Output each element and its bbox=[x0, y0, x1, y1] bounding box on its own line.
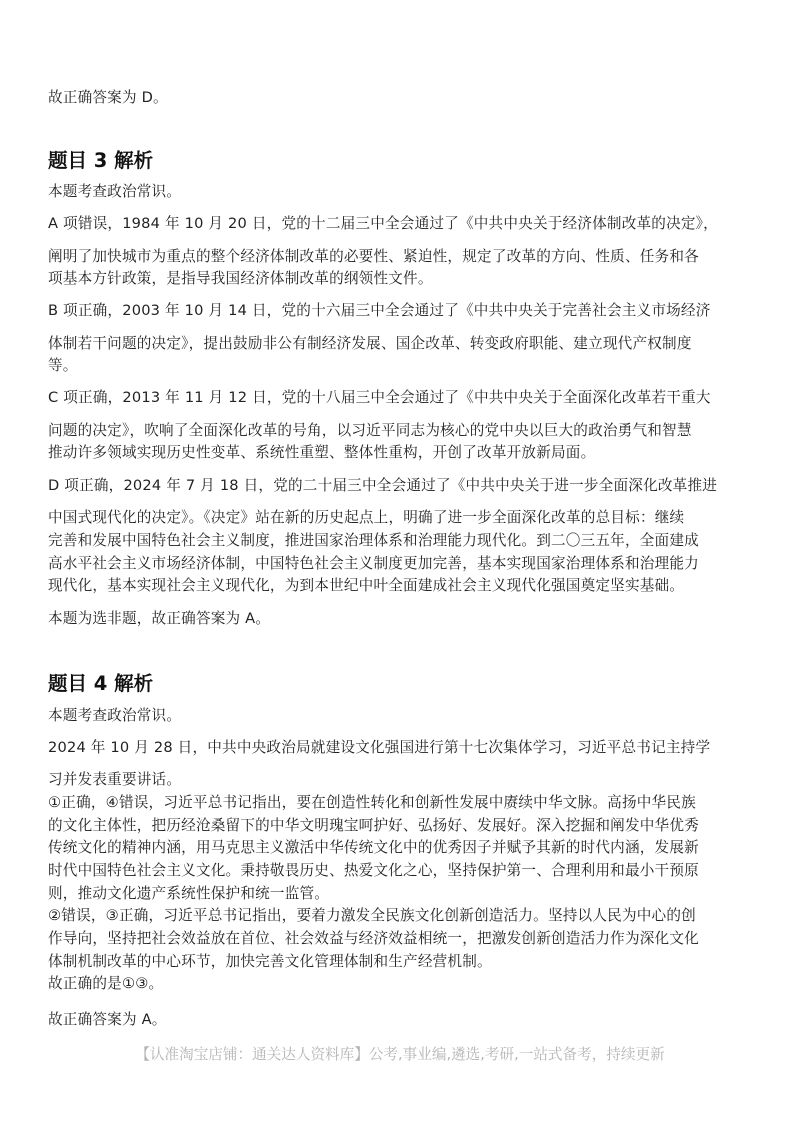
text-line: 故正确答案为 A。 bbox=[48, 1011, 167, 1028]
text-line: D 项正确，2024 年 7 月 18 日，党的二十届三中全会通过了《中共中央关于进一步全面深化改革推进 bbox=[48, 477, 718, 494]
text-line: 本题为选非题，故正确答案为 A。 bbox=[48, 610, 271, 627]
text-line: 高水平社会主义市场经济体制，中国特色社会主义制度更加完善，基本实现国家治理体系和治理能力 bbox=[48, 555, 699, 572]
text-line: 本题考查政治常识。 bbox=[48, 707, 182, 724]
text-line: 2024 年 10 月 28 日，中共中央政治局就建设文化强国进行第十七次集体学习，习近平总书记主持学 bbox=[48, 739, 711, 756]
text-line: 则，推动文化遗产系统性保护和统一监管。 bbox=[48, 885, 330, 902]
text-line: 等。 bbox=[48, 357, 78, 374]
text-line: ②错误，③正确，习近平总书记指出，要着力激发全民族文化创新创造活力。坚持以人民为中心的创 bbox=[48, 907, 696, 924]
text-line: 作导向，坚持把社会效益放在首位、社会效益与经济效益相统一，把激发创新创造活力作为深化文化 bbox=[48, 930, 699, 947]
text-line: 传统文化的精神内涵，用马克思主义激活中华传统文化中的优秀因子并赋予其新的时代内涵，发展新 bbox=[48, 839, 699, 856]
text-line: 时代中国特色社会主义文化。秉持敬畏历史、热爱文化之心，坚持保护第一、合理利用和最小干预原 bbox=[48, 862, 699, 879]
text-line: 项基本方针政策，是指导我国经济体制改革的纲领性文件。 bbox=[48, 270, 433, 287]
text-line: 现代化，基本实现社会主义现代化，为到本世纪中叶全面建成社会主义现代化强国奠定坚实基础。 bbox=[48, 577, 685, 594]
text-line: 体制机制改革的中心环节，加快完善文化管理体制和生产经营机制。 bbox=[48, 953, 492, 970]
text-line: 阐明了加快城市为重点的整个经济体制改革的必要性、紧迫性，规定了改革的方向、性质、任务和各 bbox=[48, 248, 699, 265]
answer-line: 故正确答案为 D。 bbox=[48, 89, 168, 106]
text-line: 习并发表重要讲话。 bbox=[48, 771, 182, 788]
question-4-heading: 题目 4 解析 bbox=[48, 672, 154, 695]
text-line: C 项正确，2013 年 11 月 12 日，党的十八届三中全会通过了《中共中央关于全面深化改革若干重大 bbox=[48, 389, 711, 406]
text-line: B 项正确，2003 年 10 月 14 日，党的十六届三中全会通过了《中共中央关于完善社会主义市场经济 bbox=[48, 302, 711, 319]
text-line: 推动许多领域实现历史性变革、系统性重塑、整体性重构，开创了改革开放新局面。 bbox=[48, 444, 596, 461]
watermark-footer: 【认准淘宝店铺：通关达人资料库】公考,事业编,遴选,考研,一站式备考，持续更新 bbox=[135, 1046, 665, 1063]
text-line: 完善和发展中国特色社会主义制度，推进国家治理体系和治理能力现代化。到二〇三五年，全面建成 bbox=[48, 532, 699, 549]
text-line: 问题的决定》，吹响了全面深化改革的号角，以习近平同志为核心的党中央以巨大的政治勇气和智慧 bbox=[48, 422, 692, 439]
text-line: 本题考查政治常识。 bbox=[48, 183, 182, 200]
text-line: 体制若干问题的决定》，提出鼓励非公有制经济发展、国企改革、转变政府职能、建立现代产权制度 bbox=[48, 335, 692, 352]
text-line: 故正确的是①③。 bbox=[48, 975, 164, 992]
text-line: ①正确，④错误，习近平总书记指出，要在创造性转化和创新性发展中赓续中华文脉。高扬中华民族 bbox=[48, 794, 696, 811]
text-line: A 项错误，1984 年 10 月 20 日，党的十二届三中全会通过了《中共中央关于经济体制改革的决定》， bbox=[48, 215, 718, 232]
question-3-heading: 题目 3 解析 bbox=[48, 149, 154, 172]
text-line: 的文化主体性，把历经沧桑留下的中华文明瑰宝呵护好、弘扬好、发展好。深入挖掘和阐发中华优秀 bbox=[48, 817, 699, 834]
text-line: 中国式现代化的决定》。《决定》站在新的历史起点上，明确了进一步全面深化改革的总目标：继续 bbox=[48, 509, 685, 526]
